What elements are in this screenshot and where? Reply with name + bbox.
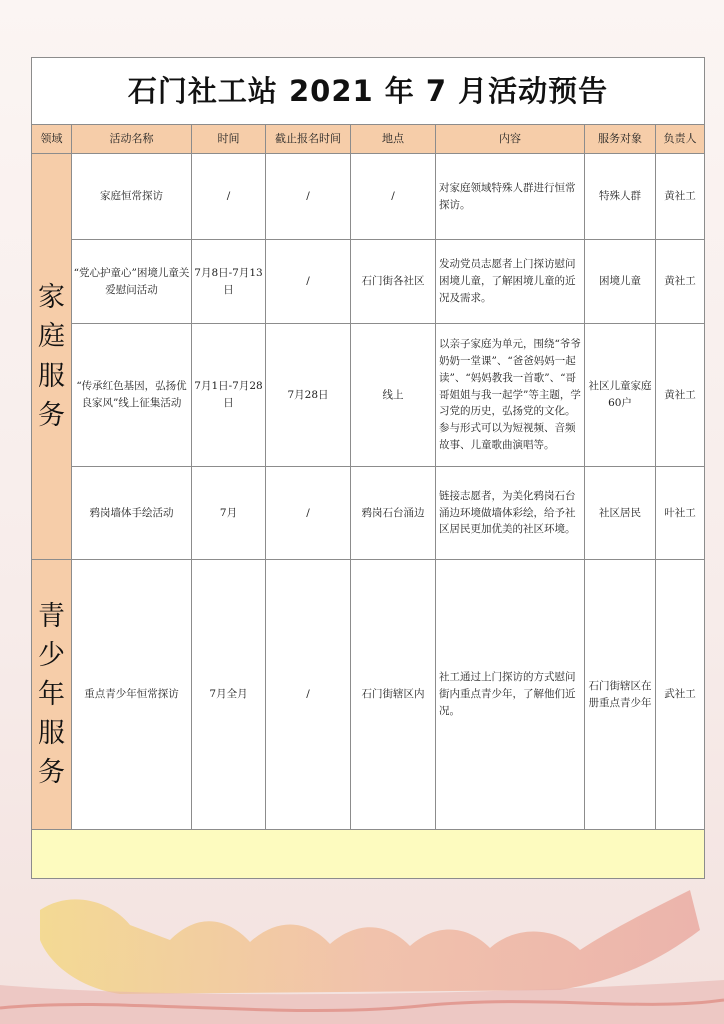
activity-time: 7月全月 [192, 560, 266, 830]
activity-name: “党心护童心”困境儿童关爱慰问活动 [72, 240, 192, 324]
activity-name: 家庭恒常探访 [72, 154, 192, 240]
dragon-boat-decoration [0, 870, 724, 1024]
domain-char: 服 [38, 360, 65, 392]
header-content: 内容 [436, 125, 585, 154]
activity-time: / [192, 154, 266, 240]
activity-person: 武社工 [656, 560, 705, 830]
domain-char: 年 [38, 678, 65, 710]
activity-target: 特殊人群 [585, 154, 656, 240]
activity-location: 鸦岗石台涌边 [351, 467, 436, 560]
activity-content: 链接志愿者，为美化鸦岗石台涌边环境做墙体彩绘，给予社区居民更加优美的社区环境。 [436, 467, 585, 560]
table-row [32, 560, 705, 830]
activity-content: 发动党员志愿者上门探访慰问困境儿童，了解困境儿童的近况及需求。 [436, 240, 585, 324]
activity-person: 黄社工 [656, 154, 705, 240]
header-person: 负责人 [656, 125, 705, 154]
domain-char: 务 [38, 399, 65, 431]
activity-target: 困境儿童 [585, 240, 656, 324]
activity-name: 鸦岗墙体手绘活动 [72, 467, 192, 560]
activity-deadline: / [266, 240, 351, 324]
domain-youth-service [32, 560, 72, 830]
dragon-boat-shape [40, 890, 700, 994]
activity-location: 石门街各社区 [351, 240, 436, 324]
domain-char: 庭 [38, 321, 65, 353]
activity-location: / [351, 154, 436, 240]
header-target: 服务对象 [585, 125, 656, 154]
activity-content: 以亲子家庭为单元，围绕“爷爷奶奶一堂课”、“爸爸妈妈一起读”、“妈妈教我一首歌”、“哥哥姐姐与我一起学”等主题，学习党的历史，弘扬党的文化。参与形式可以为短视频、音频故事、儿童歌曲演唱等。 [436, 324, 585, 467]
activity-name: “传承红色基因，弘扬优良家风”线上征集活动 [72, 324, 192, 467]
activity-location: 石门街辖区内 [351, 560, 436, 830]
activity-table [31, 57, 705, 879]
table-row [32, 154, 705, 240]
domain-char: 青 [38, 600, 65, 632]
activity-target: 社区儿童家庭60户 [585, 324, 656, 467]
header-time: 时间 [192, 125, 266, 154]
activity-target: 石门街辖区在册重点青少年 [585, 560, 656, 830]
table-header-row [32, 125, 705, 154]
activity-person: 叶社工 [656, 467, 705, 560]
table-row [32, 240, 705, 324]
activity-time: 7月1日-7月28日 [192, 324, 266, 467]
header-domain: 领域 [32, 125, 72, 154]
domain-family-service [32, 154, 72, 560]
page-title: 石门社工站 2021 年 7 月活动预告 [32, 58, 705, 125]
domain-char: 少 [38, 639, 65, 671]
domain-char: 服 [38, 718, 65, 750]
activity-target: 社区居民 [585, 467, 656, 560]
activity-content: 社工通过上门探访的方式慰问街内重点青少年，了解他们近况。 [436, 560, 585, 830]
activity-time: 7月 [192, 467, 266, 560]
activity-name: 重点青少年恒常探访 [72, 560, 192, 830]
table-row [32, 324, 705, 467]
activity-person: 黄社工 [656, 324, 705, 467]
table-row [32, 467, 705, 560]
activity-time: 7月8日-7月13日 [192, 240, 266, 324]
header-deadline: 截止报名时间 [266, 125, 351, 154]
activity-deadline: / [266, 154, 351, 240]
activity-person: 黄社工 [656, 240, 705, 324]
activity-content: 对家庭领域特殊人群进行恒常探访。 [436, 154, 585, 240]
domain-char: 家 [38, 282, 65, 314]
activity-location: 线上 [351, 324, 436, 467]
activity-deadline: 7月28日 [266, 324, 351, 467]
domain-char: 务 [38, 757, 65, 789]
header-activity-name: 活动名称 [72, 125, 192, 154]
activity-deadline: / [266, 560, 351, 830]
activity-deadline: / [266, 467, 351, 560]
header-location: 地点 [351, 125, 436, 154]
